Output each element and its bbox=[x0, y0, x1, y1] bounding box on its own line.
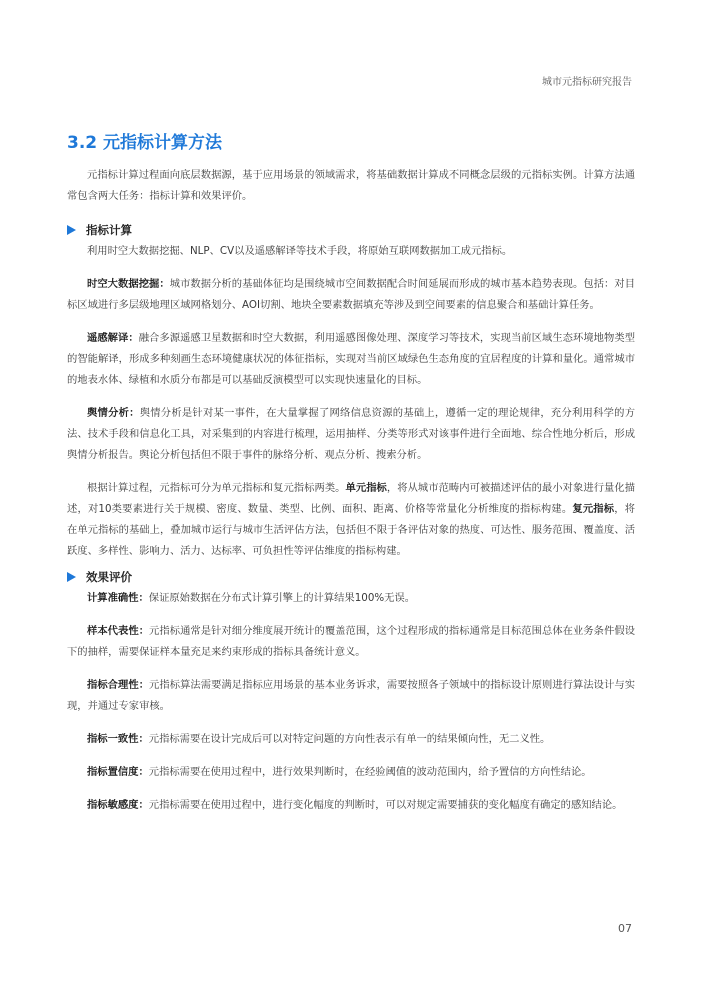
units-text: ，将在单元指标的基础上，叠加城市运行与城市生活评估方法，包括但不限于各评估对象的热度、可达性、服务范围、覆盖度、活跃度、多样性、影响力、活力、达标率、可负担性等评估维度的指标构建。 bbox=[67, 503, 636, 557]
page-number: 07 bbox=[618, 922, 632, 935]
mining-paragraph bbox=[67, 274, 635, 316]
term-text: 元指标需要在使用过程中，进行变化幅度的判断时，可以对规定需要捕获的变化幅度有确定的感知结论。 bbox=[148, 799, 623, 811]
term-text: 元指标需要在设计完成后可以对特定问题的方向性表示有单一的结果倾向性，无二义性。 bbox=[148, 733, 551, 745]
subheading-label: 指标计算 bbox=[86, 222, 132, 237]
eval-paragraph bbox=[67, 729, 635, 750]
eval-paragraph bbox=[67, 795, 635, 816]
subheading-calculation bbox=[67, 219, 635, 241]
term-text: 元指标算法需要满足指标应用场景的基本业务诉求，需要按照各子领域中的指标设计原则进行算法设计与实现，并通过专家审核。 bbox=[67, 679, 636, 712]
running-header: 城市元指标研究报告 bbox=[542, 77, 632, 88]
section-body bbox=[67, 165, 635, 828]
section-title: 3.2 元指标计算方法 bbox=[67, 133, 223, 153]
eval-paragraph bbox=[67, 675, 635, 717]
eval-paragraph bbox=[67, 762, 635, 783]
arrow-bullet-icon bbox=[67, 572, 76, 582]
term-label: 复元指标 bbox=[572, 503, 615, 515]
eval-paragraph bbox=[67, 588, 635, 609]
units-text: 根据计算过程，元指标可分为单元指标和复元指标两类。 bbox=[87, 482, 346, 494]
remote-sensing-paragraph bbox=[67, 328, 635, 391]
term-text: 融合多源遥感卫星数据和时空大数据，利用遥感图像处理、深度学习等技术，实现当前区域生态环境地物类型的智能解译，形成多种刻画生态环境健康状况的体征指标，实现对当前区域绿色生态角度的宜居程度的计算和量化。通常城市的地表水体、绿植和水质分布都是可以基础反演模型可以实现快速量化的目标。 bbox=[67, 332, 635, 386]
opinion-paragraph bbox=[67, 403, 635, 466]
term-label: 时空大数据挖掘： bbox=[87, 278, 170, 290]
term-text: 舆情分析是针对某一事件，在大量掌握了网络信息资源的基础上，遵循一定的理论规律，充分利用科学的方法、技术手段和信息化工具，对采集到的内容进行梳理，运用抽样、分类等形式对该事件进行全面地、综合性地分析后，形成舆情分析报告。舆论分析包括但不限于事件的脉络分析、观点分析、搜索分析。 bbox=[67, 407, 636, 461]
term-text: 元指标需要在使用过程中，进行效果判断时，在经验阈值的波动范围内，给予置信的方向性结论。 bbox=[148, 766, 592, 778]
term-label: 舆情分析： bbox=[87, 407, 140, 419]
term-label: 指标一致性： bbox=[87, 733, 149, 745]
calc-intro-paragraph: 利用时空大数据挖掘、NLP、CV以及遥感解译等技术手段，将原始互联网数据加工成元指标。 bbox=[87, 245, 513, 257]
term-label: 单元指标 bbox=[345, 482, 387, 494]
term-text: 城市数据分析的基础体征均是围绕城市空间数据配合时间延展而形成的城市基本趋势表现。包括：对目标区域进行多层级地理区域网格划分、AOI切割、地块全要素数据填充等涉及到空间要素的信息聚合和基础计算任务。 bbox=[67, 278, 636, 311]
intro-paragraph: 元指标计算过程面向底层数据源，基于应用场景的领域需求，将基础数据计算成不同概念层级的元指标实例。计算方法通常包含两大任务：指标计算和效果评价。 bbox=[67, 169, 635, 202]
term-label: 指标敏感度： bbox=[87, 799, 149, 811]
term-text: 保证原始数据在分布式计算引擎上的计算结果100%无误。 bbox=[148, 592, 416, 604]
term-label: 指标合理性： bbox=[87, 679, 150, 691]
units-paragraph bbox=[67, 478, 635, 562]
eval-paragraph bbox=[67, 621, 635, 663]
term-label: 计算准确性： bbox=[87, 592, 149, 604]
subheading-label: 效果评价 bbox=[86, 569, 132, 584]
term-label: 遥感解译： bbox=[87, 332, 139, 344]
arrow-bullet-icon bbox=[67, 225, 76, 235]
term-label: 指标置信度： bbox=[87, 766, 149, 778]
term-text: 元指标通常是针对细分维度展开统计的覆盖范围，这个过程形成的指标通常是目标范围总体在业务条件假设下的抽样，需要保证样本量充足来约束形成的指标具备统计意义。 bbox=[67, 625, 636, 658]
term-label: 样本代表性： bbox=[87, 625, 150, 637]
units-text: ，将从城市范畴内可被描述评估的最小对象进行量化描述，对10类要素进行关于规模、密度、数量、类型、比例、面积、距离、价格等常量化分析维度的指标构建。 bbox=[67, 482, 636, 515]
subheading-evaluation bbox=[67, 566, 635, 588]
